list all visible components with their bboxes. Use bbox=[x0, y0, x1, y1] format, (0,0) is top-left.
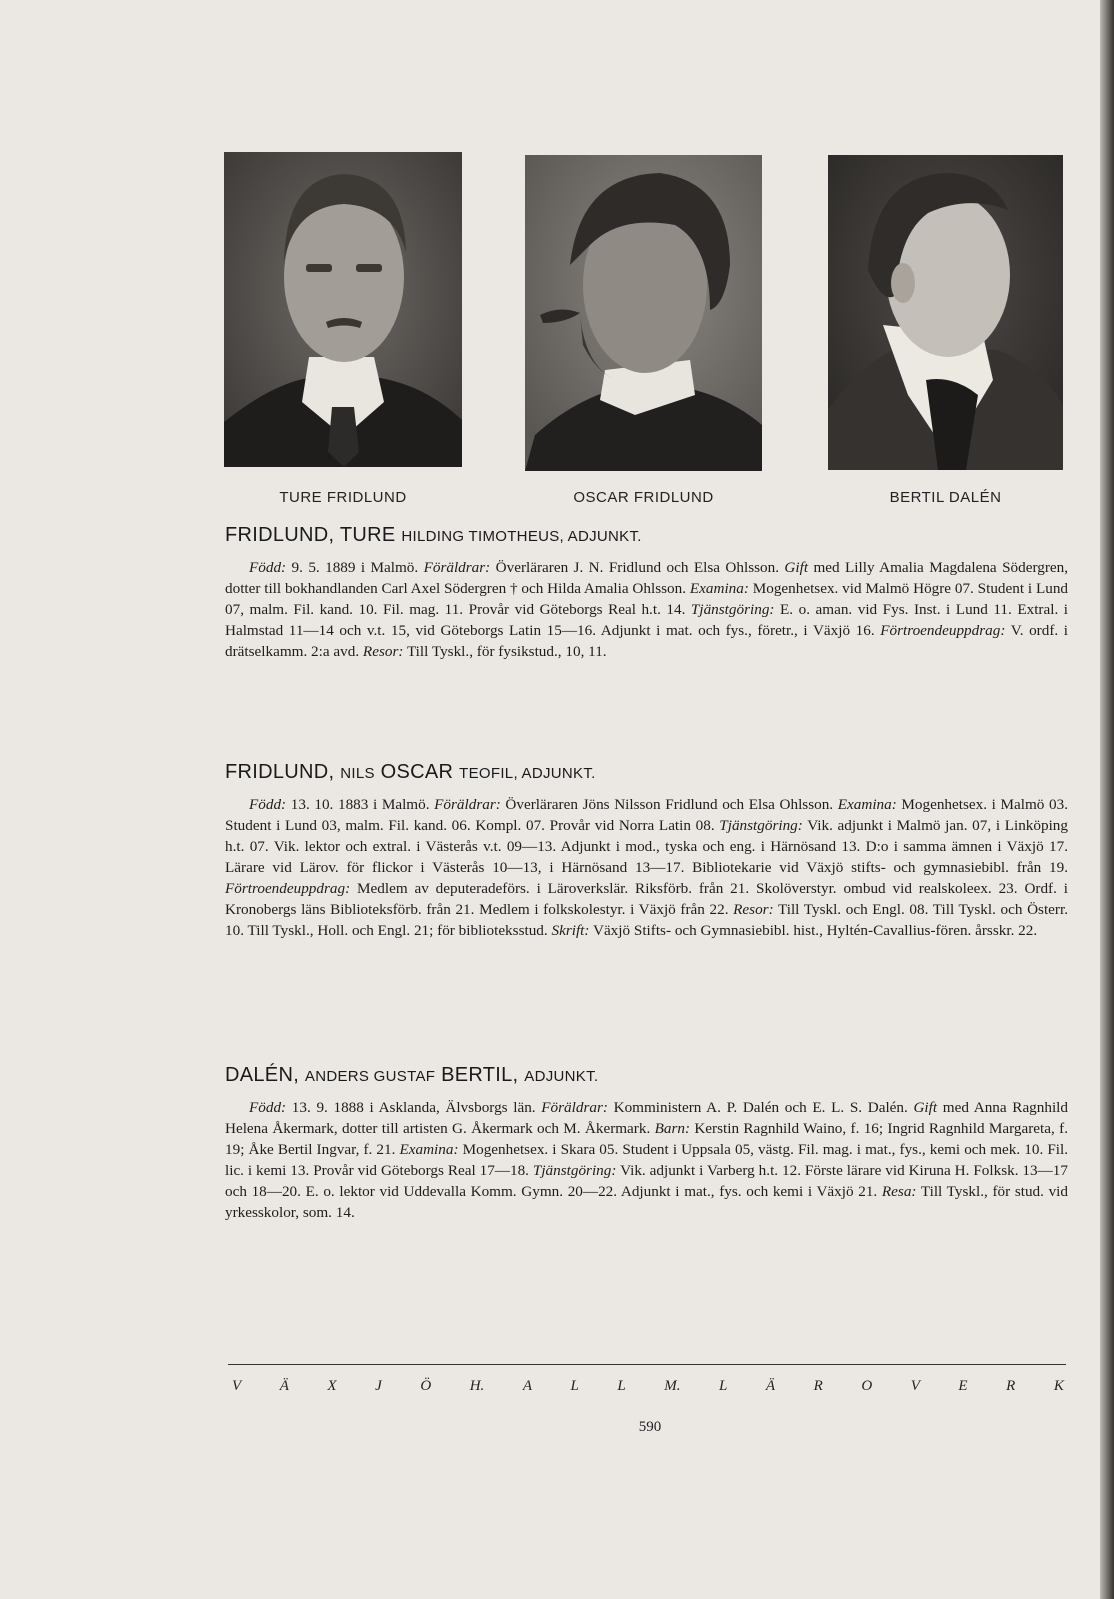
field-text: Till Tyskl. och Engl. 08. Till Tyskl. och Österr. 10. Till Tyskl., Holl. och Engl. 21; för biblioteksstud. bbox=[225, 901, 1068, 939]
running-footer-letter: L bbox=[617, 1378, 626, 1394]
field-label: Förtroendeuppdrag: bbox=[225, 880, 351, 897]
running-footer-letter: V bbox=[910, 1378, 920, 1394]
entry-given-name: BERTIL, bbox=[441, 1064, 519, 1086]
page-edge-shadow bbox=[1100, 0, 1114, 1599]
running-footer-letter: E bbox=[958, 1378, 968, 1394]
running-footer bbox=[232, 1378, 1064, 1395]
field-text: 13. 10. 1883 i Malmö. bbox=[286, 796, 435, 813]
entry-body bbox=[225, 1097, 1068, 1223]
field-label: Tjänstgöring: bbox=[690, 601, 775, 618]
field-text: Till Tyskl., för fysikstud., 10, 11. bbox=[403, 643, 607, 660]
running-footer-letter: R bbox=[813, 1378, 823, 1394]
running-footer-letter: L bbox=[570, 1378, 579, 1394]
running-footer-letter: V bbox=[232, 1378, 242, 1394]
field-label: Tjänstgöring: bbox=[719, 817, 803, 834]
field-label: Resor: bbox=[733, 901, 774, 918]
portrait-caption: BERTIL DALÉN bbox=[889, 489, 1002, 506]
entry-given-name: OSCAR bbox=[380, 761, 454, 783]
running-footer-letter: Ä bbox=[279, 1378, 289, 1394]
entry-body bbox=[225, 794, 1068, 941]
entry-body bbox=[225, 557, 1068, 662]
field-text: Mogenhetsex. i Malmö 03. Student i Lund 03, malm. Fil. kand. 06. Kompl. 07. Provår vid Norra Latin 08. bbox=[225, 796, 1068, 834]
field-text: med Anna Ragnhild Helena Åkermark, dotter till artisten G. Åkermark och M. Åkermark. bbox=[225, 1099, 1068, 1137]
field-label: Född: bbox=[249, 1099, 287, 1116]
running-footer-letter: Ä bbox=[765, 1378, 776, 1394]
biography-entry bbox=[225, 1064, 1068, 1223]
field-label: Examina: bbox=[689, 580, 749, 597]
entry-heading bbox=[225, 524, 1068, 547]
portrait-photo-ture-fridlund bbox=[224, 152, 462, 467]
field-label: Barn: bbox=[654, 1120, 691, 1137]
running-footer-letter: X bbox=[327, 1378, 337, 1394]
field-label: Gift bbox=[913, 1099, 938, 1116]
field-label: Föräldrar: bbox=[434, 796, 501, 813]
field-text: Överläraren J. N. Fridlund och Elsa Ohlsson. bbox=[490, 559, 785, 576]
entry-lastname: FRIDLUND, bbox=[225, 761, 335, 783]
field-text: Komministern A. P. Dalén och E. L. S. Dalén. bbox=[607, 1099, 914, 1116]
portrait-photo-oscar-fridlund bbox=[525, 155, 762, 471]
field-text: 9. 5. 1889 i Malmö. bbox=[286, 559, 424, 576]
running-footer-letter: O bbox=[861, 1378, 873, 1394]
field-label: Resa: bbox=[881, 1183, 917, 1200]
field-text: Vik. adjunkt i Varberg h.t. 12. Förste lärare vid Kiruna H. Folksk. 13—17 och 18—20. E. o. lektor vid Uddevalla Komm. Gymn. 20—22. Adjunkt i mat., fys. och kemi i Växjö 21. bbox=[225, 1162, 1068, 1200]
field-label: Föräldrar: bbox=[423, 559, 491, 576]
field-label: Förtroendeuppdrag: bbox=[880, 622, 1006, 639]
running-footer-letter: L bbox=[719, 1378, 728, 1394]
entry-heading-pre: NILS bbox=[340, 765, 375, 782]
biography-entry bbox=[225, 761, 1068, 941]
field-label: Resor: bbox=[362, 643, 404, 660]
field-text: V. ordf. i drätselkamm. 2:a avd. bbox=[225, 622, 1068, 660]
entry-heading-rest: TEOFIL, ADJUNKT. bbox=[459, 765, 596, 782]
entry-heading bbox=[225, 1064, 1068, 1087]
field-text: E. o. aman. vid Fys. Inst. i Lund 11. Extral. i Halmstad 11—14 och v.t. 15, vid Göteborgs Latin 15—16. Adjunkt i mat. och fys., företr., i Växjö 16. bbox=[225, 601, 1068, 639]
running-footer-letter: A bbox=[522, 1378, 532, 1394]
biography-entry bbox=[225, 524, 1068, 662]
entry-given-name: TURE bbox=[339, 524, 396, 546]
running-footer-letter: M. bbox=[664, 1378, 681, 1394]
field-text: Kerstin Ragnhild Waino, f. 16; Ingrid Ragnhild Margareta, f. 19; Åke Bertil Ingvar, f. 21. bbox=[225, 1120, 1068, 1158]
running-footer-letter: Ö bbox=[420, 1378, 432, 1394]
entry-heading-rest: ADJUNKT. bbox=[524, 1068, 599, 1085]
field-text: Till Tyskl., för stud. vid yrkesskolor, som. 14. bbox=[225, 1183, 1068, 1221]
running-footer-letter: K bbox=[1053, 1378, 1064, 1394]
field-label: Född: bbox=[249, 559, 287, 576]
entry-lastname: DALÉN, bbox=[225, 1064, 300, 1086]
field-text: Medlem av deputeradeförs. i Läroverkslär. Riksförb. från 21. Skolöverstyr. ombud vid realskoleex. 23. Ordf. i Kronobergs läns Biblioteksförb. från 21. Medlem i folkskolestyr. i Växjö från 22. bbox=[225, 880, 1068, 918]
running-footer-letter: R bbox=[1006, 1378, 1016, 1394]
field-text: med Lilly Amalia Magdalena Södergren, dotter till bokhandlanden Carl Axel Södergren † och Hilda Amalia Ohlsson. bbox=[225, 559, 1069, 597]
field-label: Tjänstgöring: bbox=[532, 1162, 617, 1179]
field-label: Examina: bbox=[399, 1141, 459, 1158]
field-label: Föräldrar: bbox=[541, 1099, 608, 1116]
entry-lastname: FRIDLUND, bbox=[225, 524, 335, 546]
entry-heading bbox=[225, 761, 1068, 784]
portrait-photo-bertil-dalen bbox=[828, 155, 1063, 470]
entry-heading-pre: ANDERS GUSTAF bbox=[304, 1068, 436, 1085]
field-label: Examina: bbox=[837, 796, 897, 813]
field-label: Gift bbox=[784, 559, 809, 576]
field-text: Mogenhetsex. i Skara 05. Student i Uppsala 05, västg. Fil. mag. i mat., fys., kemi och mek. 10. Fil. lic. i kemi 13. Provår vid Göteborgs Real 17—18. bbox=[225, 1141, 1069, 1179]
page-number: 590 bbox=[638, 1419, 662, 1435]
portrait-caption: TURE FRIDLUND bbox=[279, 489, 407, 506]
entry-heading-rest: HILDING TIMOTHEUS, ADJUNKT. bbox=[401, 528, 642, 545]
field-text: Växjö Stifts- och Gymnasiebibl. hist., Hyltén-Cavallius-fören. årsskr. 22. bbox=[589, 922, 1038, 939]
field-text: Överläraren Jöns Nilsson Fridlund och Elsa Ohlsson. bbox=[500, 796, 838, 813]
field-text: Mogenhetsex. vid Malmö Högre 07. Student i Lund 07, malm. Fil. kand. 10. Fil. mag. 11. Provår vid Göteborgs Real h.t. 14. bbox=[225, 580, 1069, 618]
running-footer-letter: J bbox=[375, 1378, 382, 1394]
portrait-caption: OSCAR FRIDLUND bbox=[573, 489, 714, 506]
field-text: 13. 9. 1888 i Asklanda, Älvsborgs län. bbox=[286, 1099, 542, 1116]
footer-rule bbox=[228, 1364, 1066, 1365]
running-footer-letter: H. bbox=[469, 1378, 485, 1394]
field-label: Född: bbox=[249, 796, 287, 813]
field-text: Vik. adjunkt i Malmö jan. 07, i Linköping h.t. 07. Vik. lektor och extral. i Västerås v.t. 09—13. Adjunkt i mod., tyska och eng. i Härnösand 13. D:o i samma ämnen i Växjö 17. Lärare vid Lärov. för flickor i Västerås 10—13, i Härnösand 13—17. Bibliotekarie vid Växjö stifts- och gymnasiebibl. från 19. bbox=[225, 817, 1068, 876]
field-label: Skrift: bbox=[551, 922, 590, 939]
